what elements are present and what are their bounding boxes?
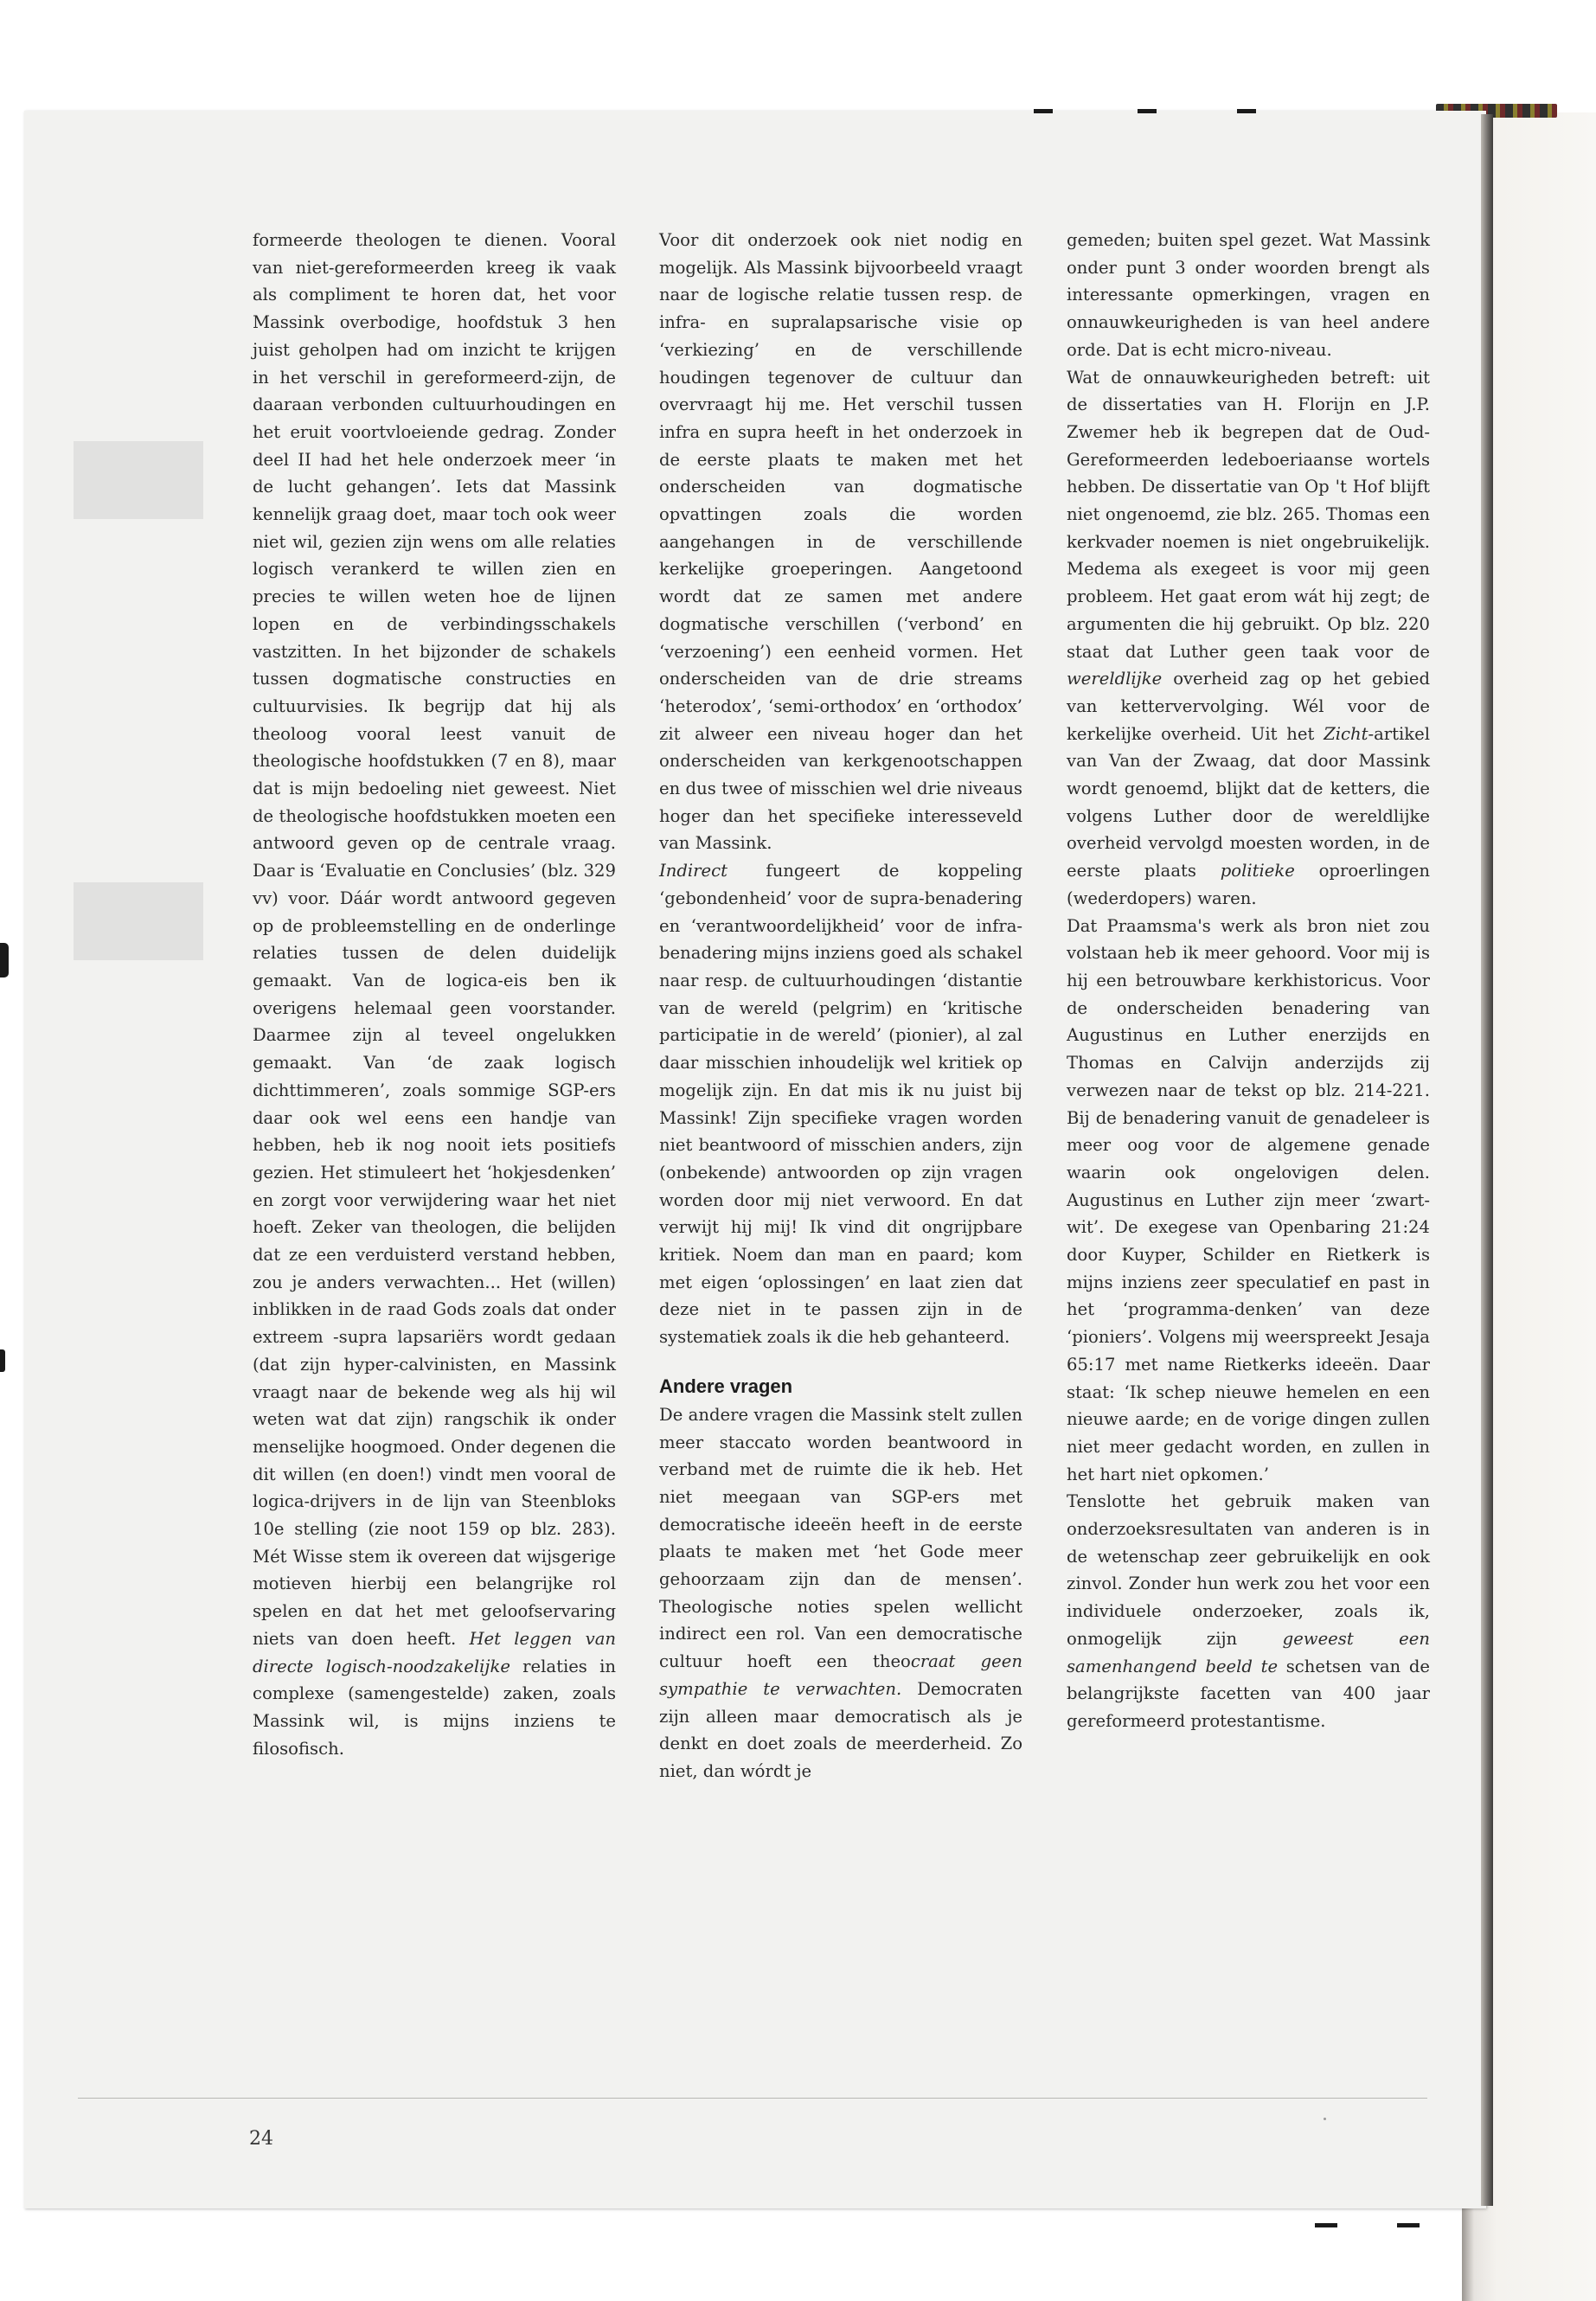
italic-span: Het leggen van [469, 1628, 616, 1649]
italic-span: Indirect [659, 861, 727, 881]
text-column-1 [253, 227, 616, 1762]
paragraph: Tenslotte het gebruik maken van onderzoeksresultaten van anderen is in de wetenschap zeer gebruikelijk en ook zinvol. Zonder hun werk zou het voor een individuele onderzoeker, zoals ik, onmogelijk zijn geweest een samenhangend beeld te schetsen van de belangrijkste facetten van 400 jaar gereformeerd protestantisme. [1067, 1491, 1430, 1731]
italic-span: directe [253, 1656, 314, 1676]
scan-mark [1237, 109, 1256, 113]
page-number: 24 [249, 2128, 273, 2150]
paragraph: formeerde theologen te dienen. Vooral van niet-gereformeerden kreeg ik vaak als compliment te horen dat, het voor Massink overbodige, hoofdstuk 3 hen juist geholpen had om inzicht te krijgen in het verschil in gereformeerd-zijn, de daaraan verbonden cultuurhoudingen en het eruit voortvloeiende gedrag. Zonder deel II had het hele onderzoek meer ‘in de lucht gehangen’. Iets dat Massink kennelijk graag doet, maar toch ook weer niet wil, gezien zijn wens om alle relaties logisch verankerd te willen zien en precies te willen weten hoe de lijnen lopen en de verbindingsschakels vastzitten. In het bijzonder de schakels tussen dogmatische constructies en cultuurvisies. Ik begrijp dat hij als theoloog vooral leest vanuit de theologische hoofdstukken (7 en 8), maar dat is mijn bedoeling niet geweest. Niet de theologische hoofdstukken moeten een antwoord geven op de centrale vraag. Daar is ‘Evaluatie en Conclusies’ (blz. 329 vv) voor. Dáár wordt antwoord gegeven op de probleemstelling en de onderlinge relaties tussen de delen duidelijk gemaakt. Van de logica-eis ben ik overigens helemaal geen voorstander. Daarmee zijn al teveel ongelukken gemaakt. Van ‘de zaak logisch dichttimmeren’, zoals sommige SGP-ers daar ook wel eens een handje van hebben, heb ik nog nooit iets positiefs gezien. Het stimuleert het ‘hokjesdenken’ en zorgt voor verwijdering waar het niet hoeft. Zeker van theologen, die belijden dat ze een verduisterd verstand hebben, zou je anders verwachten... Het (willen) inblikken in de raad Gods zoals dat onder extreem -supra lapsariërs wordt gedaan (dat zijn hyper-calvinisten, en Massink vraagt naar de bekende weg als hij wil weten wat dat zijn) rangschik ik onder menselijke hoogmoed. Onder degenen die dit willen (en doen!) vindt men vooral de logica-drijvers in de lijn van Steenbloks 10e stelling (zie noot 159 op blz. 283). Mét Wisse stem ik overeen dat wijsgerige motieven hierbij een belangrijke rol spelen en dat het met geloofservaring niets van doen heeft. Het leggen van directe logisch-noodzakelijke relaties in complexe (samengestelde) zaken, zoals Massink wil, is mijns inziens te filosofisch. [253, 230, 616, 1759]
paragraph: Indirect fungeert de koppeling ‘gebondenheid’ voor de supra-benadering en ‘verantwoordelijkheid’ voor de infra-benadering mijns inziens goed als schakel naar resp. de cultuurhoudingen ‘distantie van de wereld (pelgrim) en ‘kritische participatie in de wereld’ (pionier), al zal daar misschien inhoudelijk wel kritiek op mogelijk zijn. En dat mis ik nu juist bij Massink! Zijn specifieke vragen worden niet beantwoord of misschien anders, zijn (onbekende) antwoorden op zijn vragen worden door mij niet verwoord. En dat verwijt hij mij! Ik vind dit ongrijpbare kritiek. Noem dan man en paard; kom met eigen ‘oplossingen’ en laat zien dat deze niet in te passen zijn in de systematiek zoals ik die heb gehanteerd. [659, 861, 1022, 1348]
scan-mark [1034, 109, 1053, 113]
italic-span: wereldlijke [1067, 669, 1163, 689]
scan-speck [1324, 2118, 1326, 2120]
section-heading: Andere vragen [659, 1375, 793, 1397]
italic-span: geweest een samenhangend beeld te [1067, 1628, 1430, 1676]
paragraph: Wat de onnauwkeurigheden betreft: uit de dissertaties van H. Florijn en J.P. Zwemer heb ik begrepen dat de Oud-Gereformeerden ledeboeriaanse wortels hebben. De dissertatie van Op 't Hof blijft niet ongenoemd, zie blz. 265. Thomas een kerkvader noemen is niet ongebruikelijk. Medema als exegeet is voor mij geen probleem. Het gaat erom wát hij zegt; de argumenten die hij gebruikt. Op blz. 220 staat dat Luther geen taak voor de wereldlijke overheid zag op het gebied van kettervervolging. Wél voor de kerkelijke overheid. Uit het Zicht-artikel van Van der Zwaag, dat door Massink wordt genoemd, blijkt dat de ketters, die volgens Luther door de wereldlijke overheid vervolgd moesten worden, in de eerste plaats politieke oproerlingen (wederdopers) waren. [1067, 367, 1431, 908]
text-column-3 [1067, 227, 1430, 1735]
italic-span: craat geen sympathie te verwachten. [659, 1651, 1022, 1699]
scan-mark [1397, 2223, 1420, 2227]
text-column-2 [659, 227, 1022, 1785]
italic-span: Zicht [1324, 723, 1368, 744]
paragraph: Dat Praamsma's werk als bron niet zou volstaan heb ik meer gehoord. Voor mij is hij een betrouwbare kerkhistoricus. Voor de onderscheiden benadering van Augustinus en Luther enerzijds en Thomas en Calvijn anderzijds zij verwezen naar de tekst op blz. 214-221. Bij de benadering vanuit de genadeleer is meer oog voor de algemene genade waarin ook ongelovigen delen. Augustinus en Luther zijn meer ‘zwart-wit’. De exegese van Openbaring 21:24 door Kuyper, Schilder en Rietkerk is mijns inziens zeer speculatief en past in het ‘programma-denken’ van deze ‘pioniers’. Volgens mij weerspreekt Jesaja 65:17 met name Rietkerks ideeën. Daar staat: ‘Ik schep nieuwe hemelen en een nieuwe aarde; en de vorige dingen zullen niet meer gedacht worden, en zullen in het hart niet opkomen.’ [1067, 915, 1430, 1484]
page-edge-shadow [1481, 114, 1493, 2206]
italic-span: logisch-noodzakelijke [313, 1656, 510, 1676]
paragraph: De andere vragen die Massink stelt zullen meer staccato worden beantwoord in verband met de ruimte die ik heb. Het niet meegaan van SGP-ers met democratische ideeën heeft in de eerste plaats te maken met ‘het Gode meer gehoorzaam zijn dan de mensen’. Theologische noties spelen wellicht indirect een rol. Van een democratische cultuur hoeft een theocraat geen sympathie te verwachten. Democraten zijn alleen maar democratisch als je denkt en doet zoals de meerderheid. Zo niet, dan wórdt je [659, 1404, 1022, 1781]
scan-mark [1138, 109, 1157, 113]
italic-span: politieke [1220, 861, 1295, 881]
scan-mark [0, 943, 9, 977]
show-through-ghost [74, 208, 238, 2145]
scan-mark [1315, 2223, 1337, 2227]
footer-rule [78, 2098, 1427, 2099]
paragraph: gemeden; buiten spel gezet. Wat Massink onder punt 3 onder woorden brengt als interessante opmerkingen, vragen en onnauwkeurigheden is van heel andere orde. Dat is echt micro-niveau. [1067, 230, 1430, 360]
scan-mark [0, 1349, 5, 1372]
paragraph: Voor dit onderzoek ook niet nodig en mogelijk. Als Massink bijvoorbeeld vraagt naar de logische relatie tussen resp. de infra- en supralapsarische visie op ‘verkiezing’ en de verschillende houdingen tegenover de cultuur dan overvraagt hij me. Het verschil tussen infra en supra heeft in het onderzoek in de eerste plaats te maken met het onderscheiden van dogmatische opvattingen zoals die worden aangehangen in de verschillende kerkelijke groeperingen. Aangetoond wordt dat ze samen met andere dogmatische verschillen (‘verbond’ en ‘verzoening’) een eenheid vormen. Het onderscheiden van de drie streams ‘heterodox’, ‘semi-orthodox’ en ‘orthodox’ zit alweer een niveau hoger dan het onderscheiden van kerkgenootschappen en dus twee of misschien wel drie niveaus hoger dan het specifieke interesseveld van Massink. [659, 230, 1022, 854]
